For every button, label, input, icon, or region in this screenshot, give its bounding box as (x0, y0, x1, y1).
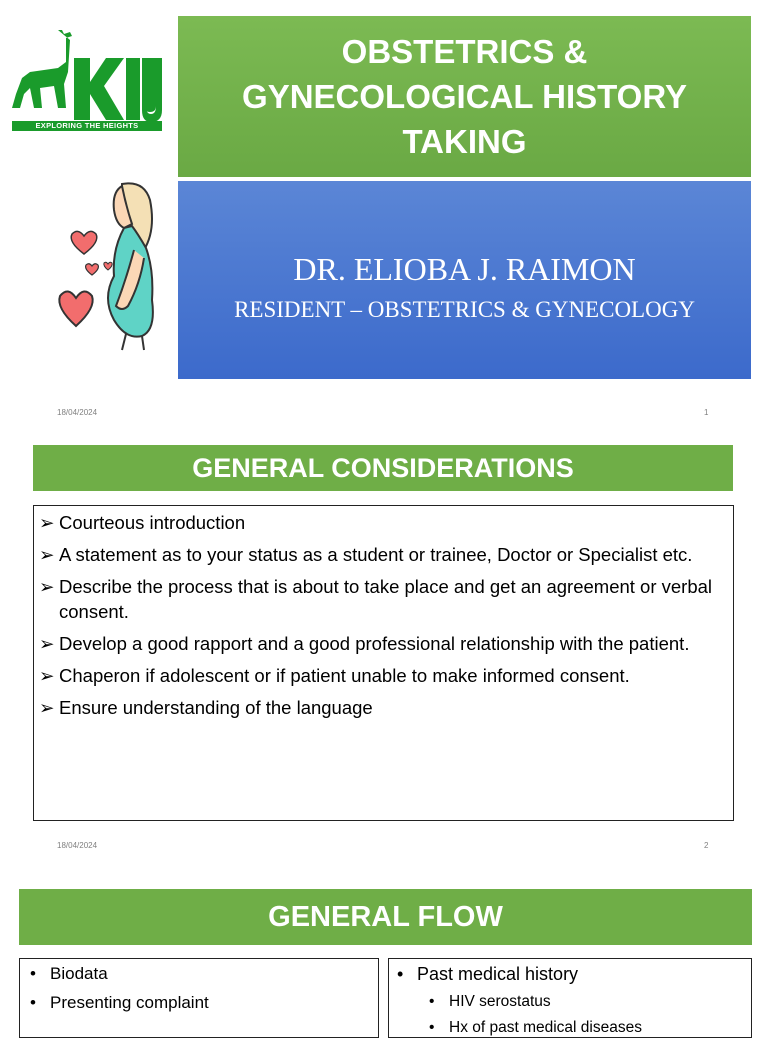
slide-number: 2 (704, 841, 709, 850)
list-item-text: Past medical history (417, 964, 579, 984)
list-item (39, 695, 725, 720)
list-item (39, 510, 725, 535)
sub-list-item (397, 991, 743, 1013)
slide-date: 18/04/2024 (57, 408, 98, 417)
title-box (178, 16, 751, 177)
slide-title-bar (33, 445, 733, 491)
considerations-list (33, 505, 734, 821)
author-role: RESIDENT – OBSTETRICS & GYNECOLOGY (234, 297, 695, 322)
list-item-text: Chaperon if adolescent or if patient unable to make informed consent. (59, 665, 630, 686)
list-item-text: Presenting complaint (50, 993, 209, 1012)
list-item (30, 991, 368, 1015)
list-item-text: Biodata (50, 964, 108, 983)
list-item (39, 631, 725, 656)
list-item-text: Ensure understanding of the language (59, 697, 373, 718)
arrow-bullet-icon: ➢ (39, 633, 55, 654)
author-box (178, 181, 751, 379)
list-item-text: HIV serostatus (449, 993, 551, 1010)
title-line: TAKING (402, 123, 527, 160)
list-item (30, 962, 368, 986)
bullet-dot-icon: • (429, 993, 435, 1010)
bullet-dot-icon: • (429, 1019, 435, 1036)
slide-3 (0, 870, 768, 1036)
list-item-text: Describe the process that is about to take place and get an agreement or verbal consent. (59, 576, 713, 622)
list-item (39, 574, 725, 624)
slide-2 (0, 432, 768, 870)
arrow-bullet-icon: ➢ (39, 697, 55, 718)
slide-date: 18/04/2024 (57, 841, 98, 850)
presentation-title (205, 29, 725, 164)
pregnant-woman-illustration (52, 180, 164, 352)
flow-list-left (19, 958, 379, 1038)
arrow-bullet-icon: ➢ (39, 512, 55, 533)
logo-tagline: EXPLORING THE HEIGHTS (35, 121, 139, 130)
list-item-text: Develop a good rapport and a good professional relationship with the patient. (59, 633, 690, 654)
kiu-logo (10, 28, 164, 132)
author-name: DR. ELIOBA J. RAIMON (293, 251, 636, 287)
sub-list-item (397, 1017, 743, 1039)
slide-title-bar (19, 889, 752, 945)
bullet-dot-icon: • (397, 964, 404, 984)
list-item (39, 663, 725, 688)
list-item-text: Hx of past medical diseases (449, 1019, 642, 1036)
slide-1 (0, 0, 768, 432)
title-line: OBSTETRICS & (341, 33, 588, 70)
arrow-bullet-icon: ➢ (39, 576, 55, 597)
bullet-dot-icon: • (30, 993, 36, 1012)
arrow-bullet-icon: ➢ (39, 544, 55, 565)
flow-list-right (388, 958, 752, 1038)
list-item-text: Courteous introduction (59, 512, 246, 533)
list-item (39, 542, 725, 567)
bullet-dot-icon: • (30, 964, 36, 983)
giraffe-logo-icon (10, 28, 164, 132)
slide-title: GENERAL CONSIDERATIONS (192, 452, 574, 483)
slide-title: GENERAL FLOW (268, 900, 503, 933)
arrow-bullet-icon: ➢ (39, 665, 55, 686)
list-item-text: A statement as to your status as a student or trainee, Doctor or Specialist etc. (59, 544, 693, 565)
pregnant-woman-icon (52, 180, 164, 352)
slide-number: 1 (704, 408, 709, 417)
title-line: GYNECOLOGICAL HISTORY (242, 78, 687, 115)
list-item (397, 962, 743, 986)
